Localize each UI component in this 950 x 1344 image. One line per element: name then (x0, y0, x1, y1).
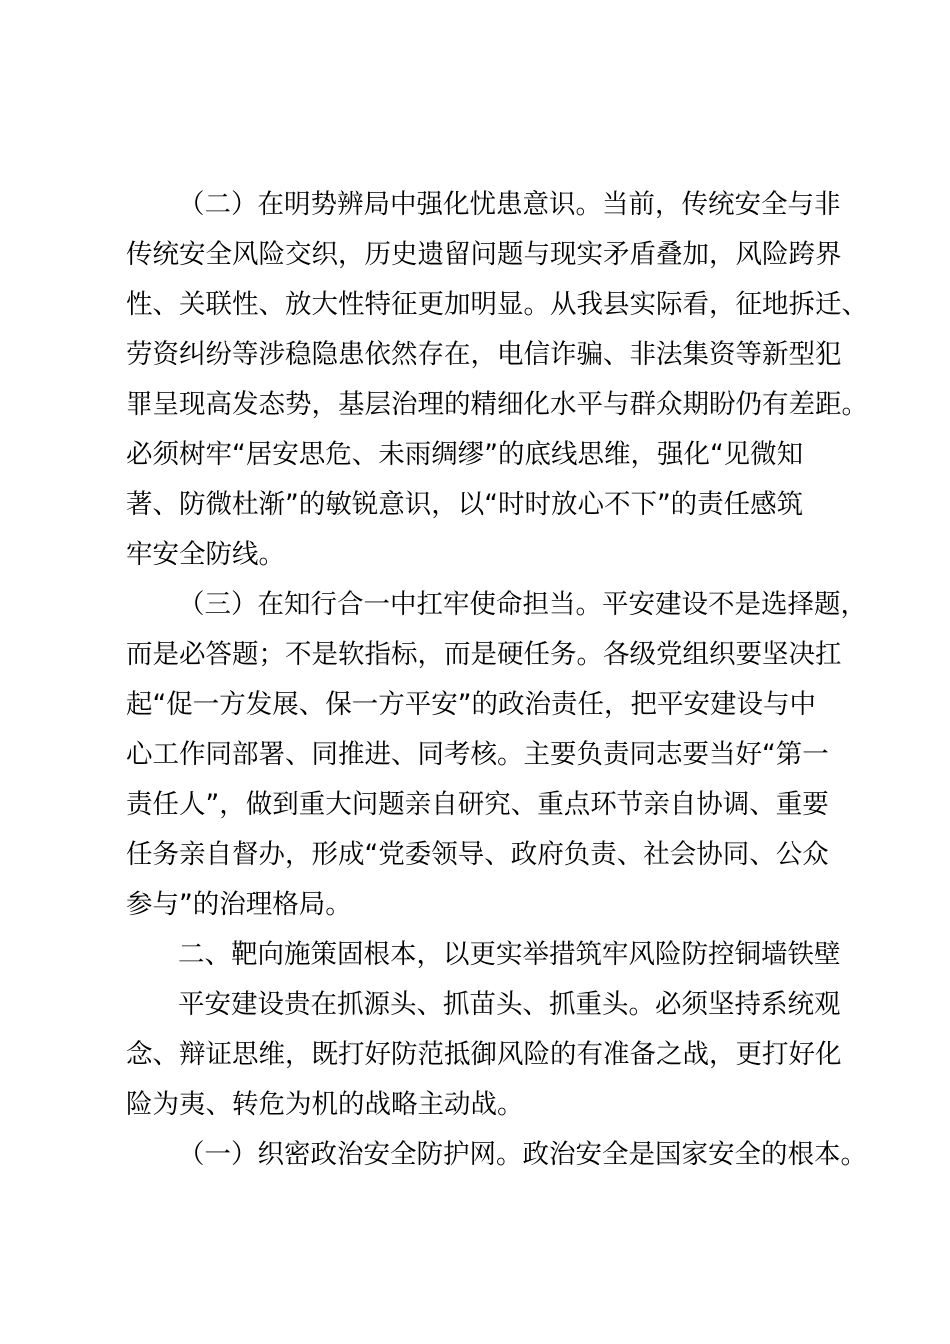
text-line: 起“促一方发展、保一方平安”的政治责任，把平安建设与中 (126, 689, 816, 720)
text-line: 性、关联性、放大性特征更加明显。从我县实际看，征地拆迁、 (126, 289, 868, 320)
text-line: 险为夷、转危为机的战略主动战。 (126, 1089, 524, 1120)
text-line: 心工作同部署、同推进、同考核。主要负责同志要当好“第一 (126, 739, 829, 770)
text-line: 念、辩证思维，既打好防范抵御风险的有准备之战，更打好化 (126, 1039, 842, 1070)
text-line: （一）织密政治安全防护网。政治安全是国家安全的根本。 (178, 1139, 867, 1170)
section-heading: 二、靶向施策固根本，以更实举措筑牢风险防控铜墙铁壁 (178, 939, 841, 970)
text-line: 责任人”，做到重大问题亲自研究、重点环节亲自协调、重要 (126, 789, 829, 820)
text-line: （三）在知行合一中扛牢使命担当。平安建设不是选择题， (178, 589, 867, 620)
text-line: （二）在明势辨局中强化忧患意识。当前，传统安全与非 (178, 189, 841, 220)
text-line: 而是必答题；不是软指标，而是硬任务。各级党组织要坚决扛 (126, 639, 842, 670)
text-line: 罪呈现高发态势，基层治理的精细化水平与群众期盼仍有差距。 (126, 389, 868, 420)
text-line: 任务亲自督办，形成“党委领导、政府负责、社会协同、公众 (126, 839, 829, 870)
text-line: 著、防微杜渐”的敏锐意识，以“时时放心不下”的责任感筑 (126, 489, 804, 520)
text-line: 劳资纠纷等涉稳隐患依然存在，电信诈骗、非法集资等新型犯 (126, 339, 842, 370)
text-line: 必须树牢“居安思危、未雨绸缪”的底线思维，强化“见微知 (126, 439, 804, 470)
text-line: 参与”的治理格局。 (126, 889, 352, 920)
text-line: 平安建设贵在抓源头、抓苗头、抓重头。必须坚持系统观 (178, 989, 841, 1020)
text-line: 传统安全风险交织，历史遗留问题与现实矛盾叠加，风险跨界 (126, 239, 842, 270)
text-line: 牢安全防线。 (126, 539, 285, 570)
